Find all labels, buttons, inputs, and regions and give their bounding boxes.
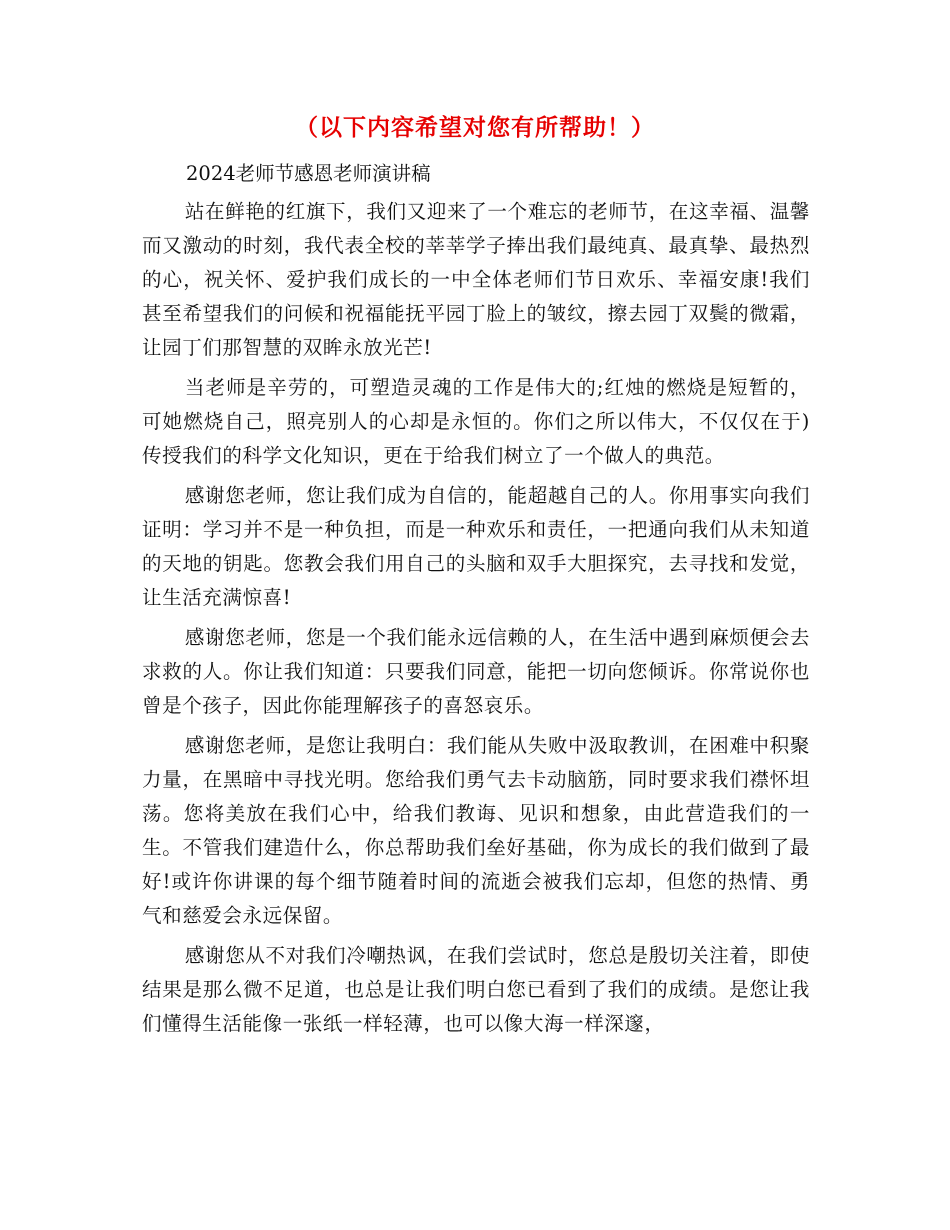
paragraph-4: 感谢您老师，您是一个我们能永远信赖的人，在生活中遇到麻烦便会去求救的人。你让我们知道：只要我们同意，能把一切向您倾诉。你常说你也曾是个孩子，因此你能理解孩子的喜怒哀乐。 [142, 626, 810, 717]
paragraph-1: 站在鲜艳的红旗下，我们又迎来了一个难忘的老师节，在这幸福、温馨而又激动的时刻，我代表全校的莘莘学子捧出我们最纯真、最真挚、最热烈的心，祝关怀、爱护我们成长的一中全体老师们节日欢乐、幸福安康!我们甚至希望我们的问候和祝福能抚平园丁脸上的皱纹，擦去园丁双鬓的微霜，让园丁们那智慧的双眸永放光芒! [142, 200, 810, 359]
paragraph-5: 感谢您老师，是您让我明白：我们能从失败中汲取教训，在困难中积聚力量，在黑暗中寻找光明。您给我们勇气去卡动脑筋，同时要求我们襟怀坦荡。您将美放在我们心中，给我们教诲、见识和想象，由此营造我们的一生。不管我们建造什么，你总帮助我们垒好基础，你为成长的我们做到了最好!或许你讲课的每个细节随着时间的流逝会被我们忘却，但您的热情、勇气和慈爱会永远保留。 [142, 734, 810, 927]
help-banner: （以下内容希望对您有所帮助！） [295, 115, 655, 141]
paragraph-6: 感谢您从不对我们冷嘲热讽，在我们尝试时，您总是殷切关注着，即使结果是那么微不足道，也总是让我们明白您已看到了我们的成绩。是您让我们懂得生活能像一张纸一样轻薄，也可以像大海一样深邃， [142, 944, 810, 1035]
paragraph-3: 感谢您老师，您让我们成为自信的，能超越自己的人。你用事实向我们证明：学习并不是一种负担，而是一种欢乐和责任，一把通向我们从未知道的天地的钥匙。您教会我们用自己的头脑和双手大胆探究，去寻找和发觉，让生活充满惊喜! [142, 484, 810, 609]
document-title: 2024老师节感恩老师演讲稿 [186, 162, 431, 185]
document-body [142, 157, 810, 1041]
paragraph-2: 当老师是辛劳的，可塑造灵魂的工作是伟大的;红烛的燃烧是短暂的，可她燃烧自己，照亮别人的心却是永恒的。你们之所以伟大，不仅仅在于)传授我们的科学文化知识，更在于给我们树立了一个做人的典范。 [142, 376, 810, 467]
